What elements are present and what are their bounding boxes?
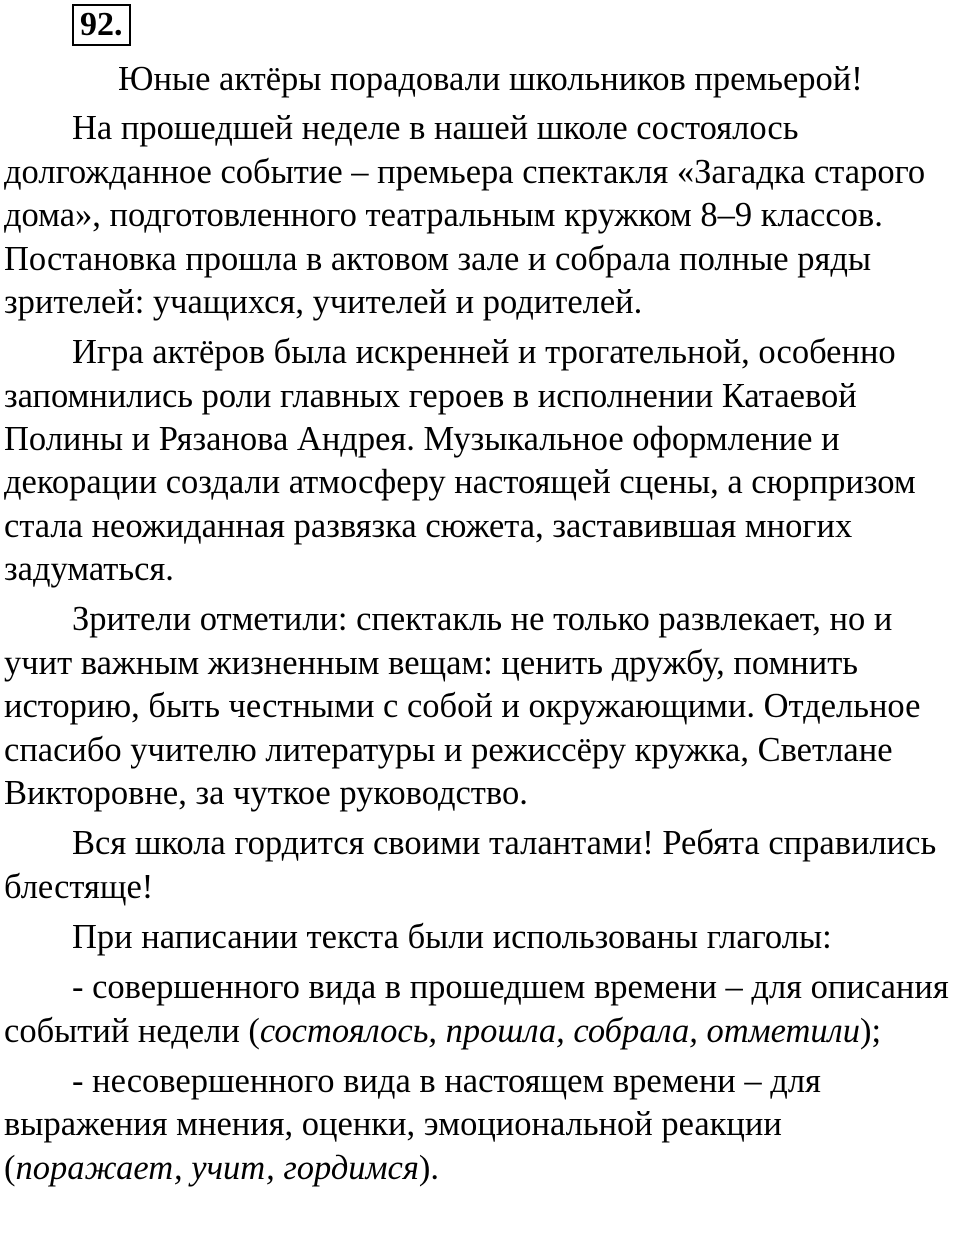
- article-paragraph-4: Вся школа гордится своими талантами! Ребята справились блестяще!: [4, 824, 937, 906]
- article-title: Юные актёры порадовали школьников премьерой!: [118, 60, 863, 98]
- article-paragraph-2: Игра актёров была искренней и трогательной, особенно запомнились роли главных героев в исполнении Катаевой Полины и Рязанова Андрея. Музыкальное оформление и декорации создали атмосферу настоящей сцены, а сюрпризом стала неожиданная развязка сюжета, заставившая многих задуматься.: [4, 333, 916, 589]
- exercise-number-row: [72, 6, 131, 46]
- exercise-number: 92: [80, 6, 114, 43]
- analysis-item-perfective-text: - совершенного вида в прошедшем времени – для описания событий недели (: [4, 968, 949, 1050]
- exercise-number-box: [72, 4, 131, 46]
- exercise-text: [4, 58, 960, 1197]
- analysis-intro: При написании текста были использованы глаголы:: [72, 917, 832, 956]
- analysis-item-perfective-end: );: [859, 1011, 882, 1050]
- article-paragraph-1: На прошедшей неделе в нашей школе состоялось долгожданное событие – премьера спектакля «Загадка старого дома», подготовленного театральным кружком 8–9 классов. Постановка прошла в актовом зале и собрала полные ряды зрителей: учащихся, учителей и родителей.: [4, 109, 926, 322]
- analysis-item-imperfective: [4, 1060, 960, 1190]
- analysis-item-imperfective-end: ).: [418, 1148, 440, 1187]
- analysis-item-perfective-examples: состоялось, прошла, собрала, отметили: [259, 1011, 860, 1050]
- analysis-item-perfective: [4, 966, 960, 1053]
- article-paragraph-3: Зрители отметили: спектакль не только развлекает, но и учит важным жизненным вещам: ценить дружбу, помнить историю, быть честными с собой и окружающими. Отдельное спасибо учителю литературы и режиссёру кружка, Светлане Викторовне, за чуткое руководство.: [4, 600, 921, 813]
- analysis-item-imperfective-text: - несовершенного вида в настоящем времени – для выражения мнения, оценки, эмоциональной реакции (: [4, 1061, 821, 1187]
- exercise-number-suffix: .: [114, 6, 123, 43]
- analysis-item-imperfective-examples: поражает, учит, гордимся: [15, 1148, 419, 1187]
